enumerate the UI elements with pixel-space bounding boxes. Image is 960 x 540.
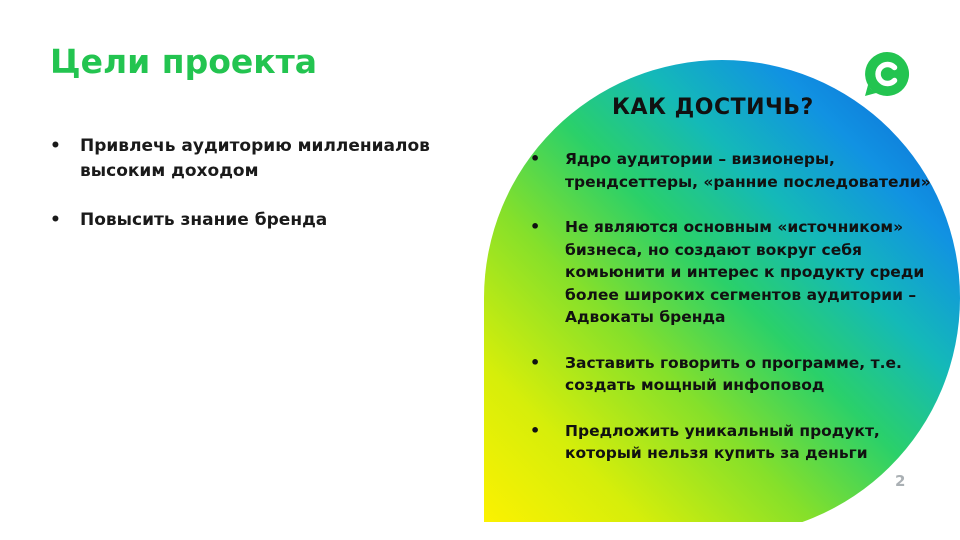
how-item: • Ядро аудитории – визионеры, трендсеттеры, «ранние последователи» <box>528 148 948 193</box>
how-item: • Предложить уникальный продукт, который нельзя купить за деньги <box>528 420 948 465</box>
how-list <box>528 148 948 488</box>
slide-title: Цели проекта <box>50 42 318 81</box>
how-item: • Заставить говорить о программе, т.е. создать мощный инфоповод <box>528 352 948 397</box>
goal-item: • Привлечь аудиторию миллениалов высоким доходом <box>48 134 468 184</box>
how-item: • Не являются основным «источником» бизнеса, но создают вокруг себя комьюнити и интерес к продукту среди более широких сегментов аудитории – Адвокаты бренда <box>528 216 948 329</box>
goal-item: • Повысить знание бренда <box>48 208 468 233</box>
page-number: 2 <box>895 472 906 490</box>
brand-logo-icon <box>864 51 910 97</box>
goals-list <box>48 134 468 257</box>
how-to-achieve-title: КАК ДОСТИЧЬ? <box>612 95 814 120</box>
